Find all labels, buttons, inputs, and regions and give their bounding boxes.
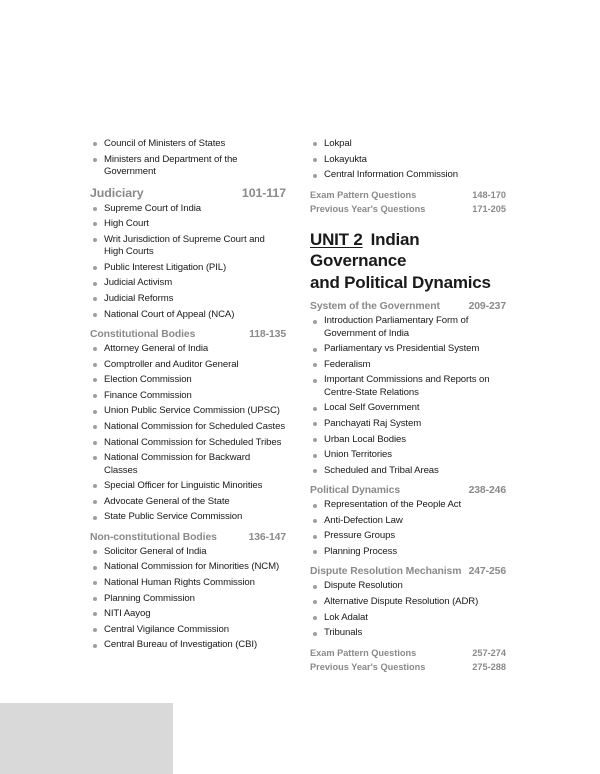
toc-item[interactable]: National Human Rights Commission xyxy=(90,577,286,589)
toc-item[interactable]: Local Self Government xyxy=(310,402,506,414)
toc-item[interactable]: Parliamentary vs Presidential System xyxy=(310,343,506,355)
bullet-icon xyxy=(93,612,97,616)
toc-item[interactable]: Finance Commission xyxy=(90,390,286,402)
bullet-icon xyxy=(313,504,317,508)
page-range: 238-246 xyxy=(468,485,506,497)
unit-title-line2: and Political Dynamics xyxy=(310,272,491,292)
section-heading-political-dynamics[interactable] xyxy=(310,485,506,496)
bullet-icon xyxy=(93,158,97,162)
bullet-icon xyxy=(93,282,97,286)
bullet-icon xyxy=(93,550,97,554)
toc-intro-list xyxy=(310,138,506,182)
section-heading-non-constitutional-bodies[interactable] xyxy=(90,532,286,543)
page-range: 101-117 xyxy=(241,185,286,200)
bullet-icon xyxy=(313,550,317,554)
section-heading-constitutional-bodies[interactable] xyxy=(90,329,286,340)
unit-heading[interactable] xyxy=(310,229,506,294)
bullet-icon xyxy=(313,320,317,324)
bullet-icon xyxy=(93,581,97,585)
toc-item[interactable]: Anti-Defection Law xyxy=(310,515,506,527)
page-range: 275-288 xyxy=(472,661,506,672)
exam-pattern-row[interactable] xyxy=(310,646,506,660)
bullet-icon xyxy=(93,222,97,226)
toc-item[interactable]: National Commission for Minorities (NCM) xyxy=(90,561,286,573)
toc-item[interactable]: High Court xyxy=(90,218,286,230)
toc-item[interactable]: Judicial Activism xyxy=(90,277,286,289)
section-heading-dispute-resolution[interactable] xyxy=(310,566,506,577)
bullet-icon xyxy=(93,238,97,242)
toc-item[interactable]: Planning Commission xyxy=(90,593,286,605)
bullet-icon xyxy=(313,174,317,178)
unit-number: UNIT 2 xyxy=(310,229,363,249)
page-range: 136-147 xyxy=(248,531,286,543)
bullet-icon xyxy=(93,363,97,367)
bullet-icon xyxy=(313,469,317,473)
toc-item[interactable]: Representation of the People Act xyxy=(310,499,506,511)
bullet-icon xyxy=(93,456,97,460)
toc-item[interactable]: Tribunals xyxy=(310,627,506,639)
toc-item[interactable]: Federalism xyxy=(310,359,506,371)
exam-label: Exam Pattern Questions xyxy=(310,647,417,658)
toc-list xyxy=(90,203,286,321)
toc-item[interactable]: Central Information Commission xyxy=(310,169,506,181)
toc-item[interactable]: Advocate General of the State xyxy=(90,496,286,508)
bullet-icon xyxy=(313,422,317,426)
section-title: Dispute Resolution Mechanism xyxy=(310,566,462,578)
bullet-icon xyxy=(93,313,97,317)
bullet-icon xyxy=(93,484,97,488)
section-heading-system-of-government[interactable] xyxy=(310,301,506,312)
bullet-icon xyxy=(93,207,97,211)
page-range: 257-274 xyxy=(472,647,506,658)
bullet-icon xyxy=(313,158,317,162)
toc-item[interactable]: Alternative Dispute Resolution (ADR) xyxy=(310,596,506,608)
section-title: Constitutional Bodies xyxy=(90,328,196,340)
page-range: 247-256 xyxy=(468,566,506,578)
toc-item[interactable]: Comptroller and Auditor General xyxy=(90,359,286,371)
exam-pattern-row[interactable] xyxy=(310,188,506,202)
toc-right-column xyxy=(310,136,506,674)
toc-left-column xyxy=(90,136,286,655)
bullet-icon xyxy=(93,378,97,382)
bullet-icon xyxy=(93,347,97,351)
toc-item[interactable]: Solicitor General of India xyxy=(90,546,286,558)
toc-item[interactable]: Lokpal xyxy=(310,138,506,150)
bullet-icon xyxy=(93,394,97,398)
toc-item[interactable]: National Court of Appeal (NCA) xyxy=(90,309,286,321)
bullet-icon xyxy=(93,516,97,520)
toc-item[interactable]: Public Interest Litigation (PIL) xyxy=(90,262,286,274)
toc-item[interactable]: Writ Jurisdiction of Supreme Court and High Courts xyxy=(90,234,286,259)
bullet-icon xyxy=(313,438,317,442)
bullet-icon xyxy=(313,519,317,523)
bullet-icon xyxy=(93,297,97,301)
bullet-icon xyxy=(93,266,97,270)
toc-item[interactable]: Central Vigilance Commission xyxy=(90,624,286,636)
toc-item[interactable]: Union Territories xyxy=(310,449,506,461)
section-title: Political Dynamics xyxy=(310,485,401,497)
toc-list xyxy=(310,315,506,477)
toc-item[interactable]: Council of Ministers of States xyxy=(90,138,286,150)
bullet-icon xyxy=(93,441,97,445)
previous-year-row[interactable] xyxy=(310,660,506,674)
exam-label: Exam Pattern Questions xyxy=(310,189,417,200)
toc-item[interactable]: Urban Local Bodies xyxy=(310,434,506,446)
exam-label: Previous Year's Questions xyxy=(310,661,426,672)
bullet-icon xyxy=(93,500,97,504)
bullet-icon xyxy=(313,535,317,539)
corner-gray-block xyxy=(0,703,173,774)
bullet-icon xyxy=(313,407,317,411)
toc-item[interactable]: Panchayati Raj System xyxy=(310,418,506,430)
bullet-icon xyxy=(93,566,97,570)
toc-item[interactable]: Ministers and Department of the Government xyxy=(90,154,286,179)
toc-item[interactable]: National Commission for Backward Classes xyxy=(90,452,286,477)
page-range: 209-237 xyxy=(468,301,506,313)
bullet-icon xyxy=(93,142,97,146)
toc-item[interactable]: Supreme Court of India xyxy=(90,203,286,215)
toc-item[interactable]: Attorney General of India xyxy=(90,343,286,355)
toc-item[interactable]: Central Bureau of Investigation (CBI) xyxy=(90,639,286,651)
bullet-icon xyxy=(313,600,317,604)
bullet-icon xyxy=(313,454,317,458)
unit-title-line1: Indian Governance xyxy=(310,229,420,271)
page-range: 118-135 xyxy=(249,328,286,340)
section-heading-judiciary[interactable] xyxy=(90,186,286,200)
section-title: Judiciary xyxy=(90,185,144,200)
toc-item[interactable]: Planning Process xyxy=(310,546,506,558)
bullet-icon xyxy=(93,644,97,648)
toc-list xyxy=(90,546,286,652)
bullet-icon xyxy=(313,616,317,620)
toc-list xyxy=(90,343,286,524)
toc-item[interactable]: National Commission for Scheduled Castes xyxy=(90,421,286,433)
bullet-icon xyxy=(313,585,317,589)
toc-item[interactable]: Election Commission xyxy=(90,374,286,386)
toc-item[interactable]: National Commission for Scheduled Tribes xyxy=(90,437,286,449)
bullet-icon xyxy=(313,142,317,146)
toc-item[interactable]: Lok Adalat xyxy=(310,612,506,624)
toc-item[interactable]: Scheduled and Tribal Areas xyxy=(310,465,506,477)
toc-item[interactable]: Union Public Service Commission (UPSC) xyxy=(90,405,286,417)
section-title: System of the Government xyxy=(310,301,440,313)
toc-item[interactable]: State Public Service Commission xyxy=(90,511,286,523)
toc-item[interactable]: Dispute Resolution xyxy=(310,580,506,592)
toc-item[interactable]: Judicial Reforms xyxy=(90,293,286,305)
page-range: 148-170 xyxy=(472,189,506,200)
bullet-icon xyxy=(313,379,317,383)
toc-list xyxy=(310,499,506,558)
toc-item[interactable]: Special Officer for Linguistic Minorities xyxy=(90,480,286,492)
toc-item[interactable]: Introduction Parliamentary Form of Government of India xyxy=(310,315,506,340)
toc-item[interactable]: Lokayukta xyxy=(310,154,506,166)
bullet-icon xyxy=(93,425,97,429)
bullet-icon xyxy=(313,632,317,636)
bullet-icon xyxy=(93,628,97,632)
exam-label: Previous Year's Questions xyxy=(310,203,426,214)
bullet-icon xyxy=(313,348,317,352)
bullet-icon xyxy=(313,363,317,367)
bullet-icon xyxy=(93,597,97,601)
previous-year-row[interactable] xyxy=(310,202,506,216)
page-range: 171-205 xyxy=(472,203,506,214)
toc-item[interactable]: Important Commissions and Reports on Centre-State Relations xyxy=(310,374,506,399)
toc-item[interactable]: NITI Aayog xyxy=(90,608,286,620)
bullet-icon xyxy=(93,410,97,414)
toc-intro-list xyxy=(90,138,286,178)
toc-list xyxy=(310,580,506,639)
toc-item[interactable]: Pressure Groups xyxy=(310,530,506,542)
section-title: Non-constitutional Bodies xyxy=(90,531,217,543)
